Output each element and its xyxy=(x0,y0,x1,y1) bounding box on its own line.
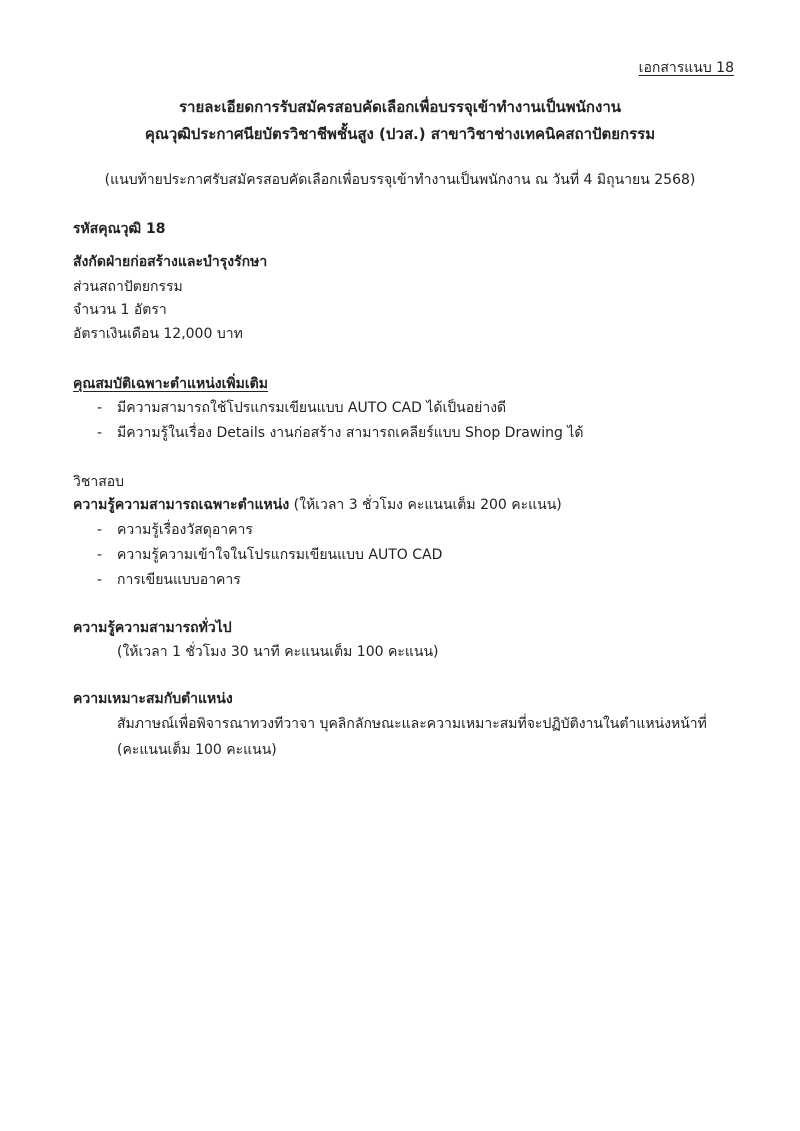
division: ส่วนสถาปัตยกรรม xyxy=(73,279,183,295)
department: สังกัดฝ่ายก่อสร้างและบำรุงรักษา xyxy=(73,254,268,270)
general-knowledge-heading: ความรู้ความสามารถทั่วไป xyxy=(73,620,232,636)
specific-knowledge-heading: ความรู้ความสามารถเฉพาะตำแหน่ง xyxy=(73,497,290,513)
position-code: รหัสคุณวุฒิ 18 xyxy=(73,221,166,237)
attachment-label: เอกสารแนบ 18 xyxy=(638,60,734,76)
exam-heading: วิชาสอบ xyxy=(73,474,125,490)
suitability-note: (คะแนนเต็ม 100 คะแนน) xyxy=(117,742,277,758)
qualification-item: มีความสามารถใช้โปรแกรมเขียนแบบ AUTO CAD ได้เป็นอย่างดี xyxy=(117,400,507,416)
exam-subject-item: การเขียนแบบอาคาร xyxy=(117,572,241,588)
suitability-heading: ความเหมาะสมกับตำแหน่ง xyxy=(73,691,233,707)
bullet-dash: - xyxy=(97,425,103,441)
bullet-dash: - xyxy=(97,400,103,416)
document-subtitle: (แนบท้ายประกาศรับสมัครสอบคัดเลือกเพื่อบรรจุเข้าทำงานเป็นพนักงาน ณ วันที่ 4 มิถุนายน 2568) xyxy=(104,172,696,188)
position-count: จำนวน 1 อัตรา xyxy=(73,302,167,318)
bullet-dash: - xyxy=(97,572,103,588)
qualification-item: มีความรู้ในเรื่อง Details งานก่อสร้าง สามารถเคลียร์แบบ Shop Drawing ได้ xyxy=(117,425,584,441)
bullet-dash: - xyxy=(97,547,103,563)
suitability-text: สัมภาษณ์เพื่อพิจารณาทวงทีวาจา บุคลิกลักษณะและความเหมาะสมที่จะปฏิบัติงานในตำแหน่งหน้าที่ xyxy=(117,716,707,732)
exam-subject-item: ความรู้ความเข้าใจในโปรแกรมเขียนแบบ AUTO CAD xyxy=(117,547,443,563)
qualifications-heading: คุณสมบัติเฉพาะตำแหน่งเพิ่มเติม xyxy=(73,376,268,392)
bullet-dash: - xyxy=(97,522,103,538)
document-title-line1: รายละเอียดการรับสมัครสอบคัดเลือกเพื่อบรรจุเข้าทำงานเป็นพนักงาน xyxy=(178,98,622,116)
general-knowledge-note: (ให้เวลา 1 ชั่วโมง 30 นาที คะแนนเต็ม 100 คะแนน) xyxy=(117,644,439,660)
specific-knowledge-note: (ให้เวลา 3 ชั่วโมง คะแนนเต็ม 200 คะแนน) xyxy=(293,497,562,513)
specific-knowledge-row xyxy=(73,495,562,515)
salary: อัตราเงินเดือน 12,000 บาท xyxy=(73,326,243,342)
exam-subject-item: ความรู้เรื่องวัสดุอาคาร xyxy=(117,522,253,538)
document-title-line2: คุณวุฒิประกาศนียบัตรวิชาชีพชั้นสูง (ปวส.) สาขาวิชาช่างเทคนิคสถาปัตยกรรม xyxy=(144,125,656,143)
